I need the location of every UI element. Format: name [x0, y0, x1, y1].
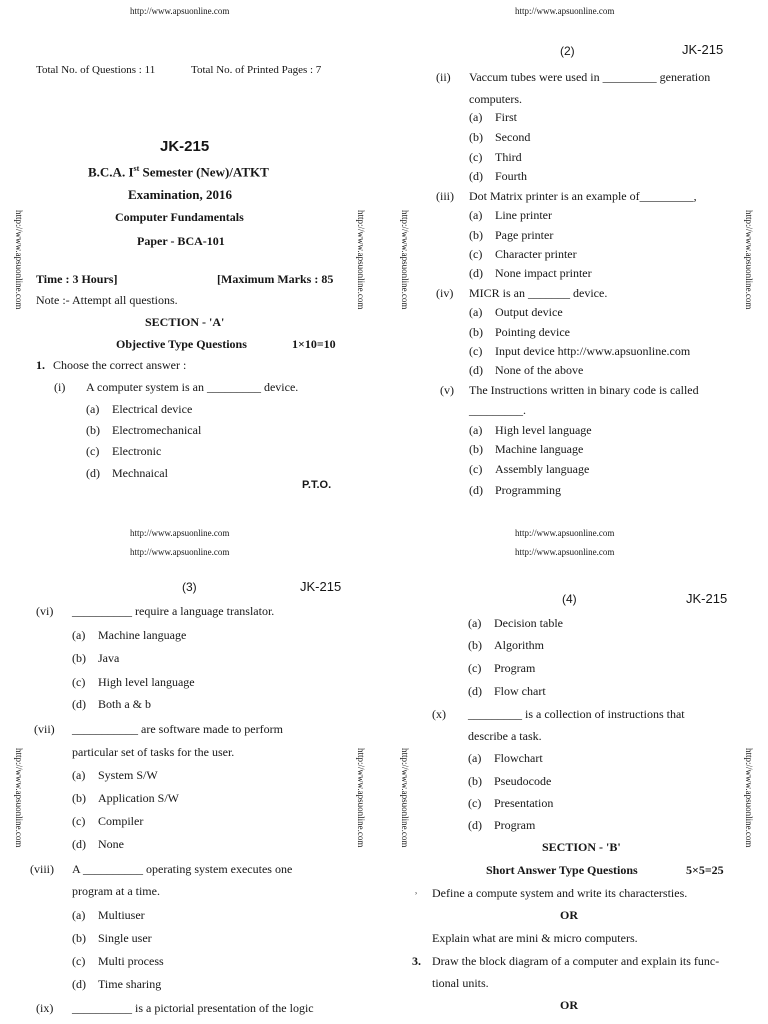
- question-text: tional units.: [432, 976, 489, 990]
- question-number: ˒: [414, 884, 418, 898]
- option: (b) Electromechanical: [86, 423, 202, 437]
- question-number: (iii): [436, 189, 454, 203]
- option: (c) Program: [468, 661, 536, 675]
- question-text: ___________ are software made to perform: [72, 722, 283, 736]
- option: (d) Mechnaical: [86, 466, 168, 480]
- maximum-marks: [Maximum Marks : 85: [217, 272, 334, 286]
- option: (c) Third: [469, 150, 522, 164]
- section-a-marks: 1×10=10: [292, 337, 336, 351]
- question-number: (iv): [436, 286, 454, 300]
- paper-number: Paper - BCA-101: [137, 234, 225, 248]
- question-number: 1.: [36, 358, 45, 372]
- option: (a) Multiuser: [72, 908, 145, 922]
- total-questions: Total No. of Questions : 11: [36, 64, 156, 76]
- side-url-watermark: http://www.apsuonline.com: [356, 748, 366, 848]
- or-divider: OR: [560, 998, 578, 1012]
- question-text: The Instructions written in binary code is called: [469, 383, 699, 397]
- or-divider: OR: [560, 908, 578, 922]
- question-number: (x): [432, 707, 446, 721]
- page-number: (3): [182, 580, 197, 594]
- footer-url-left: http://www.apsuonline.com: [130, 528, 230, 538]
- option: (c) Compiler: [72, 814, 144, 828]
- option: (c) Input device http://www.apsuonline.com: [469, 344, 691, 358]
- question-text: __________ is a pictorial presentation of the logic: [72, 1001, 314, 1015]
- question-text: particular set of tasks for the user.: [72, 745, 235, 759]
- time-limit: Time : 3 Hours]: [36, 272, 118, 286]
- option: (b) Pseudocode: [468, 774, 552, 788]
- option: (a) Line printer: [469, 208, 552, 222]
- option: (d) None impact printer: [469, 266, 592, 280]
- pto-marker: P.T.O.: [302, 479, 332, 491]
- option: (d) None: [72, 837, 124, 851]
- page-code: JK-215: [686, 591, 728, 606]
- option: (c) Presentation: [468, 796, 554, 810]
- question-number: (vii): [34, 722, 55, 736]
- option: (c) Electronic: [86, 444, 162, 458]
- option: (c) Multi process: [72, 954, 164, 968]
- option: (a) Electrical device: [86, 402, 193, 416]
- side-url-watermark: http://www.apsuonline.com: [744, 210, 754, 310]
- option: (c) High level language: [72, 675, 195, 689]
- side-url-watermark: http://www.apsuonline.com: [14, 210, 24, 310]
- question-text: A computer system is an _________ device.: [86, 380, 299, 394]
- header-url-left: http://www.apsuonline.com: [130, 547, 230, 557]
- option: (b) Application S/W: [72, 791, 179, 805]
- option: (b) Pointing device: [469, 325, 570, 339]
- option: (d) Program: [468, 818, 536, 832]
- question-number: (vi): [36, 604, 54, 618]
- footer-url-right: http://www.apsuonline.com: [515, 528, 615, 538]
- subject-title: Computer Fundamentals: [115, 210, 244, 224]
- option: (b) Java: [72, 651, 120, 665]
- option: (a) Flowchart: [468, 751, 543, 765]
- option: (d) None of the above: [469, 363, 584, 377]
- side-url-watermark: http://www.apsuonline.com: [400, 210, 410, 310]
- option: (b) Machine language: [469, 442, 584, 456]
- header-url-right: http://www.apsuonline.com: [515, 547, 615, 557]
- question-number: (i): [54, 380, 66, 394]
- option: (d) Both a & b: [72, 697, 151, 711]
- option: (d) Fourth: [469, 169, 528, 183]
- question-number: (ii): [436, 70, 451, 84]
- option: (d) Time sharing: [72, 977, 162, 991]
- option: (c) Character printer: [469, 247, 577, 261]
- section-b-marks: 5×5=25: [686, 863, 724, 877]
- question-text: Choose the correct answer :: [53, 358, 187, 372]
- course-title: B.C.A. Ist Semester (New)/ATKT: [88, 164, 269, 180]
- option: (a) Machine language: [72, 628, 187, 642]
- exam-title: Examination, 2016: [128, 187, 233, 202]
- question-text: __________ require a language translator.: [72, 604, 275, 618]
- side-url-watermark: http://www.apsuonline.com: [400, 748, 410, 848]
- question-number: (v): [440, 383, 454, 397]
- header-url-left: http://www.apsuonline.com: [130, 6, 230, 16]
- side-url-watermark: http://www.apsuonline.com: [356, 210, 366, 310]
- question-text: _________ is a collection of instructions that: [468, 707, 685, 721]
- page-code: JK-215: [300, 579, 342, 594]
- section-b-subheading: Short Answer Type Questions: [486, 863, 638, 877]
- question-text: _________.: [469, 403, 526, 417]
- option: (d) Programming: [469, 483, 561, 497]
- option: (d) Flow chart: [468, 684, 546, 698]
- page-code: JK-215: [682, 42, 724, 57]
- side-url-watermark: http://www.apsuonline.com: [14, 748, 24, 848]
- total-pages: Total No. of Printed Pages : 7: [191, 64, 322, 76]
- option: (a) Decision table: [468, 616, 563, 630]
- option: (b) Algorithm: [468, 638, 544, 652]
- question-number: (ix): [36, 1001, 54, 1015]
- option: (a) Output device: [469, 305, 563, 319]
- option: (c) Assembly language: [469, 462, 590, 476]
- question-text: describe a task.: [468, 729, 542, 743]
- option: (b) Page printer: [469, 228, 554, 242]
- question-text: Define a compute system and write its charactersties.: [432, 886, 688, 900]
- option: (a) System S/W: [72, 768, 158, 782]
- question-text: Vaccum tubes were used in _________ generation: [469, 70, 711, 84]
- page-number: (4): [562, 592, 577, 606]
- question-text: MICR is an _______ device.: [469, 286, 608, 300]
- header-url-right: http://www.apsuonline.com: [515, 6, 615, 16]
- question-number: (viii): [30, 862, 54, 876]
- question-text: Draw the block diagram of a computer and explain its func-: [432, 954, 720, 968]
- side-url-watermark: http://www.apsuonline.com: [744, 748, 754, 848]
- option: (a) First: [469, 110, 518, 124]
- option: (b) Second: [469, 130, 531, 144]
- question-text: A __________ operating system executes one: [72, 862, 293, 876]
- paper-code: JK-215: [160, 138, 210, 155]
- question-text: Dot Matrix printer is an example of_________,: [469, 189, 697, 203]
- section-a-heading: SECTION - 'A': [145, 315, 225, 329]
- option: (b) Single user: [72, 931, 152, 945]
- question-number: 3.: [412, 954, 421, 968]
- section-b-heading: SECTION - 'B': [542, 840, 621, 854]
- section-a-subheading: Objective Type Questions: [116, 337, 247, 351]
- page-number: (2): [560, 44, 575, 58]
- question-text: Explain what are mini & micro computers.: [432, 931, 638, 945]
- question-text: program at a time.: [72, 884, 160, 898]
- question-text: computers.: [469, 92, 522, 106]
- instructions-note: Note :- Attempt all questions.: [36, 293, 178, 307]
- option: (a) High level language: [469, 423, 592, 437]
